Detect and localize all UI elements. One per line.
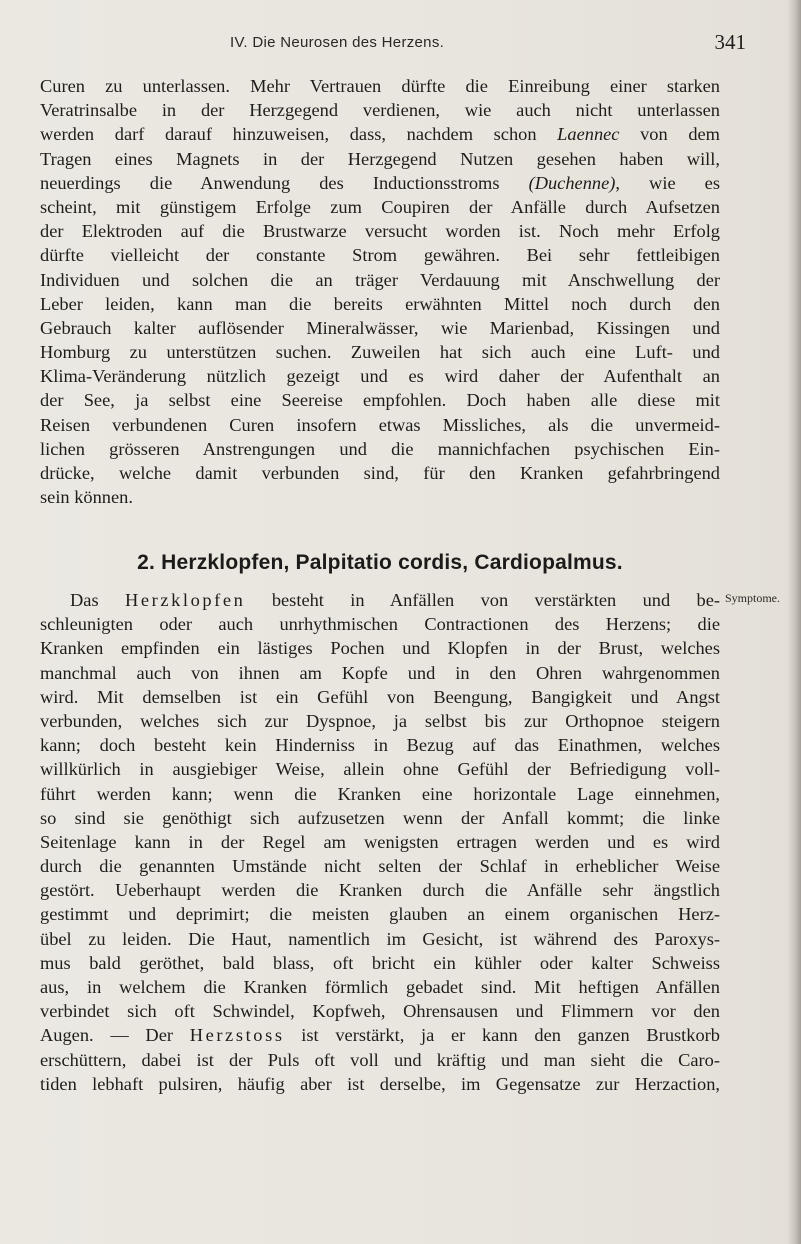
text-line: führt werden kann; wenn die Kranken eine horizontale Lage einnehmen, bbox=[40, 783, 720, 804]
text-line: erschüttern, dabei ist der Puls oft voll und kräftig und man sieht die Caro- bbox=[40, 1049, 720, 1070]
section-heading: 2. Herzklopfen, Palpitatio cordis, Cardiopalmus. bbox=[137, 551, 623, 574]
text-fragment: von dem bbox=[619, 124, 720, 145]
text-fragment: Augen. — Der bbox=[40, 1025, 190, 1046]
text-line: schleunigten oder auch unrhythmischen Contractionen des Herzens; die bbox=[40, 614, 720, 635]
text-line: Tragen eines Magnets in der Herzgegend Nutzen gesehen haben will, bbox=[40, 148, 720, 169]
author-name-laennec: Laennec bbox=[557, 124, 620, 145]
text-line: Gebrauch kalter auflösender Mineralwässer, wie Marienbad, Kissingen und bbox=[40, 317, 720, 338]
running-head: IV. Die Neurosen des Herzens. bbox=[230, 34, 445, 51]
text-line bbox=[40, 1023, 720, 1047]
text-line: Homburg zu unterstützen suchen. Zuweilen hat sich auch eine Luft- und bbox=[40, 342, 720, 363]
paragraph-symptoms bbox=[40, 588, 720, 1096]
text-line: durch die genannten Umstände nicht selten der Schlaf in erheblicher Weise bbox=[40, 856, 720, 877]
text-line: gestört. Ueberhaupt werden die Kranken durch die Anfälle sehr ängstlich bbox=[40, 880, 720, 901]
text-line: Veratrinsalbe in der Herzgegend verdienen, wie auch nicht unterlassen bbox=[40, 100, 720, 121]
page-number: 341 bbox=[714, 30, 746, 54]
text-line: Kranken empfinden ein lästiges Pochen und Klopfen in der Brust, welches bbox=[40, 638, 720, 659]
term-herzstoss: Herzstoss bbox=[189, 1025, 285, 1046]
text-fragment: neuerdings die Anwendung des Inductionsstroms bbox=[40, 172, 529, 193]
text-line: drücke, welche damit verbunden sind, für den Kranken gefahrbringend bbox=[40, 463, 720, 483]
text-line: Klima-Veränderung nützlich gezeigt und es wird daher der Aufenthalt an bbox=[40, 366, 720, 387]
term-herzklopfen: Herzklopfen bbox=[124, 590, 246, 610]
margin-note: Symptome. bbox=[725, 591, 781, 605]
text-line bbox=[40, 171, 720, 195]
text-line: Individuen und solchen die an träger Verdauung mit Anschwellung der bbox=[40, 269, 720, 290]
text-line: der Elektroden auf die Brustwarze versucht worden ist. Noch mehr Erfolg bbox=[40, 221, 720, 242]
text-line: gestimmt und deprimirt; die meisten glauben an einem organischen Herz- bbox=[40, 904, 720, 925]
text-fragment: werden darf darauf hinzuweisen, dass, nachdem schon bbox=[40, 124, 558, 145]
text-line: Seitenlage kann in der Regel am wenigsten ertragen werden und es wird bbox=[40, 831, 720, 852]
text-line: sein können. bbox=[40, 487, 133, 508]
text-line: Leber leiden, kann man die bereits erwähnten Mittel noch durch den bbox=[40, 293, 720, 314]
page-header bbox=[60, 30, 760, 58]
text-line: wird. Mit demselben ist ein Gefühl von Beengung, Bangigkeit und Angst bbox=[40, 686, 720, 707]
text-line: der See, ja selbst eine Seereise empfohlen. Doch haben alle diese mit bbox=[40, 390, 720, 411]
text-line: dürfte vielleicht der constante Strom gewähren. Bei sehr fettleibigen bbox=[40, 245, 720, 266]
text-fragment: , wie es bbox=[615, 172, 720, 193]
text-line bbox=[40, 588, 720, 612]
author-name-duchenne: (Duchenne) bbox=[528, 172, 616, 193]
page-edge-shadow bbox=[787, 0, 801, 1244]
text-line: mus bald geröthet, bald blass, oft bricht ein kühler oder kalter Schweiss bbox=[40, 952, 720, 973]
text-line: so sind sie genöthigt sich aufzusetzen wenn der Anfall kommt; die linke bbox=[40, 807, 720, 828]
text-fragment: besteht in Anfällen von verstärkten und be- bbox=[245, 590, 720, 610]
text-line: willkürlich in ausgiebiger Weise, allein ohne Gefühl der Befriedigung voll- bbox=[40, 759, 720, 780]
text-line: lichen grösseren Anstrengungen und die mannichfachen psychischen Ein- bbox=[40, 438, 720, 459]
text-line: tiden lebhaft pulsiren, häufig aber ist derselbe, im Gegensatze zur Herzaction, bbox=[40, 1073, 720, 1094]
text-line: kann; doch besteht kein Hinderniss in Bezug auf das Einathmen, welches bbox=[40, 735, 720, 756]
text-line: manchmal auch von ihnen am Kopfe und in den Ohren wahrgenommen bbox=[40, 662, 720, 683]
text-line: verbindet sich oft Schwindel, Kopfweh, Ohrensausen und Flimmern vor den bbox=[40, 1001, 720, 1022]
text-fragment: ist verstärkt, ja er kann den ganzen Brustkorb bbox=[284, 1025, 720, 1046]
text-line: Curen zu unterlassen. Mehr Vertrauen dürfte die Einreibung einer starken bbox=[40, 76, 720, 96]
text-line: scheint, mit günstigem Erfolge zum Coupiren der Anfälle durch Aufsetzen bbox=[40, 196, 720, 217]
text-line: aus, in welchem die Kranken förmlich gebadet sind. Mit heftigen Anfällen bbox=[40, 977, 720, 997]
paragraph-continuation bbox=[40, 74, 720, 509]
text-line bbox=[40, 122, 720, 146]
text-line: Reisen verbundenen Curen insofern etwas Missliches, als die unvermeid- bbox=[40, 414, 720, 435]
text-fragment: Das bbox=[70, 590, 125, 610]
text-line: übel zu leiden. Die Haut, namentlich im Gesicht, ist während des Paroxys- bbox=[40, 928, 720, 949]
text-line: verbunden, welches sich zur Dyspnoe, ja selbst bis zur Orthopnoe steigern bbox=[40, 710, 720, 731]
